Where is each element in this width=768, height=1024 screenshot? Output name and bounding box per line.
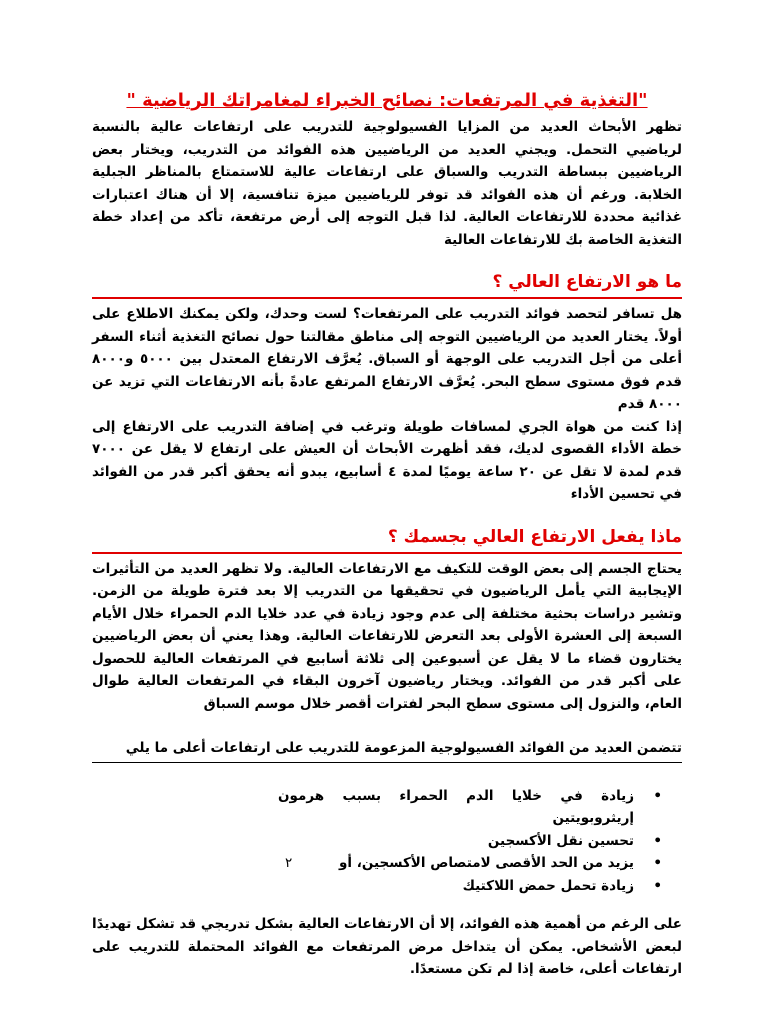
altitude-definition-paragraph: هل تسافر لتحصد فوائد التدريب على المرتفعات؟ لست وحدك، ولكن يمكنك الاطلاع على أولاً. يختار العديد من الرياضيين التوجه إلى مناطق مقالتنا حول نصائح التغذية أثناء السفر أعلى من أجل التدريب على الوجهة أو السباق. يُعرَّف الارتفاع المعتدل بين ٥٠٠٠ و٨٠٠٠ قدم فوق مستوى سطح البحر. يُعرَّف الارتفاع المرتفع عادةً بأنه الارتفاعات التي تزيد عن ٨٠٠٠ قدم: [92, 306, 683, 412]
section-heading-altitude-effects: ماذا يفعل الارتفاع العالي بجسمك ؟: [92, 524, 682, 554]
article: [92, 88, 682, 981]
bullet-icon: •: [653, 877, 662, 894]
reference-number: ٢: [285, 855, 293, 871]
list-item: [278, 830, 662, 853]
list-item: [278, 785, 662, 830]
page-title: "التغذية في المرتفعات: نصائح الخبراء لمغامراتك الرياضية ": [126, 90, 648, 111]
benefits-intro: تتضمن العديد من الفوائد الفسيولوجية المزعومة للتدريب على ارتفاعات أعلى ما يلي: [92, 737, 682, 763]
benefit-text: زيادة في خلايا الدم الحمراء بسبب هرمون إريثروبويتين: [278, 787, 634, 826]
bullet-icon: •: [653, 832, 662, 849]
benefits-list: [278, 785, 682, 898]
benefit-text: يزيد من الحد الأقصى لامتصاص الأكسجين، أو: [338, 855, 634, 871]
list-item: [278, 852, 662, 875]
benefit-text: زيادة تحمل حمض اللاكتيك: [462, 877, 634, 894]
runner-training-paragraph: إذا كنت من هواة الجري لمسافات طويلة وترغب في إضافة التدريب على الارتفاع إلى خطة الأداء القصوى لديك، فقد أظهرت الأبحاث أن العيش على ارتفاع لا يقل عن ٧٠٠٠ قدم لمدة لا تقل عن ٢٠ ساعة يوميًا لمدة ٤ أسابيع، يبدو أنه يحقق أكبر قدر من الفوائد في تحسين الأداء: [92, 418, 682, 502]
section-heading-what-is-altitude: ما هو الارتفاع العالي ؟: [92, 269, 682, 299]
closing-paragraph: على الرغم من أهمية هذه الفوائد، إلا أن الارتفاعات العالية بشكل تدريجي قد تشكل تهديدًا لبعض الأشخاص. يمكن أن يتداخل مرض المرتفعات مع الفوائد المحتملة للتدريب على ارتفاعات أعلى، خاصة إذا لم تكن مستعدًا.: [92, 916, 682, 977]
list-item: [278, 875, 662, 898]
benefit-text: تحسين نقل الأكسجين: [487, 832, 634, 849]
intro-paragraph: تظهر الأبحاث العديد من المزايا الفسيولوجية للتدريب على ارتفاعات عالية بالنسبة لرياضيي التحمل. ويجني العديد من الرياضيين هذه الفوائد من التدريب، ويختار بعض الرياضيين ببساطة التدريب والسباق على ارتفاعات عالية للاستمتاع بالمناظر الجبلية الخلابة. ورغم أن هذه الفوائد قد توفر للرياضيين ميزة تنافسية، إلا أن هناك اعتبارات غذائية محددة للارتفاعات العالية. لذا قبل التوجه إلى أرض مرتفعة، تأكد من إعداد خطة التغذية الخاصة بك للارتفاعات العالية: [92, 119, 682, 248]
bullet-icon: •: [653, 787, 662, 804]
bullet-icon: •: [653, 855, 662, 871]
adaptation-paragraph: يحتاج الجسم إلى بعض الوقت للتكيف مع الارتفاعات العالية. ولا تظهر العديد من التأثيرات الإيجابية التي يأمل الرياضيون في تحقيقها من التدريب إلا بعد فترة طويلة من الزمن. وتشير دراسات بحثية مختلفة إلى عدم وجود زيادة في عدد خلايا الدم الحمراء خلال الأيام السبعة إلى العشرة الأولى بعد التعرض للارتفاعات العالية. وهذا يعني أن بعض الرياضيين يختارون قضاء ما لا يقل عن أسبوعين إلى ثلاثة أسابيع في المرتفعات العالية للحصول على أكبر قدر من الفوائد. ويختار رياضيون آخرون البقاء في المرتفعات العالية طوال العام، والنزول إلى مستوى سطح البحر لفترات أقصر خلال موسم السباق: [92, 560, 682, 712]
